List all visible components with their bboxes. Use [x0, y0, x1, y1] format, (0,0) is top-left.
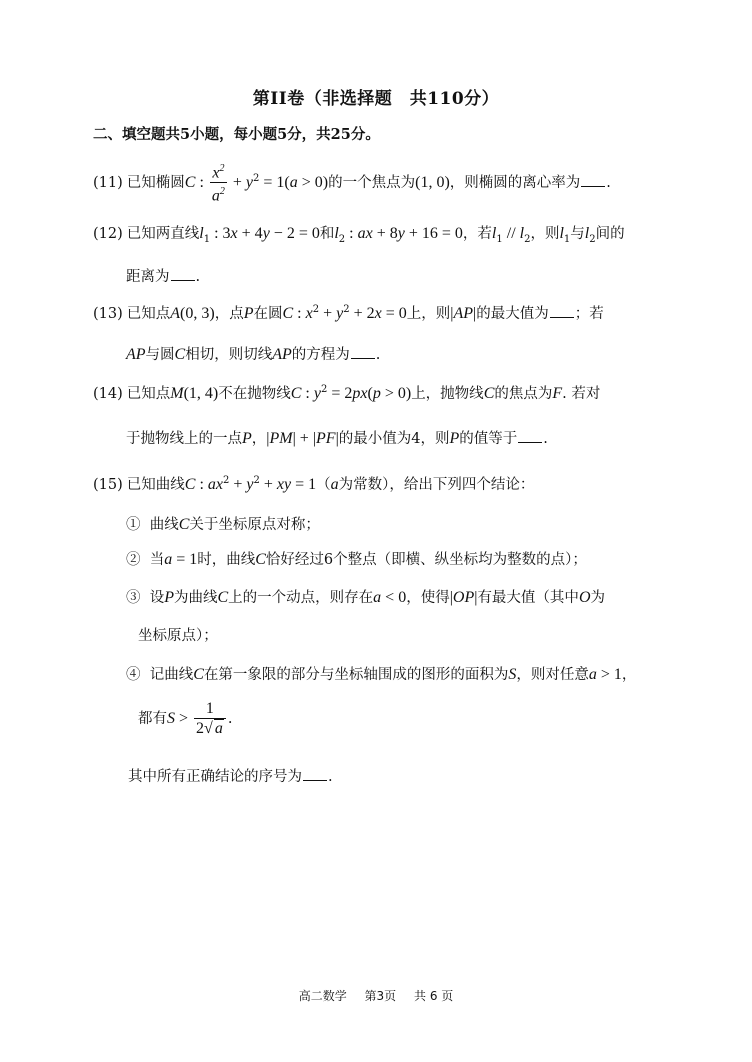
question-number: (15) — [93, 477, 123, 493]
question-text: 其中所有正确结论的序号为 — [128, 769, 302, 785]
question-text: 与圆 — [145, 347, 175, 363]
fraction: $\frac{1}{2√ a}$ — [194, 700, 226, 738]
period: . — [375, 347, 381, 363]
item-mark: ① — [126, 517, 141, 533]
question-text: ，则 — [530, 226, 560, 242]
answer-blank[interactable] — [171, 266, 195, 281]
question-number: (12) — [93, 226, 123, 242]
conclusion-3: ③ 设P为曲线C上的一个动点，则存在a < 0，使得|OP|有最大值（其中O为 — [126, 589, 605, 606]
question-text: ，则椭圆的离心率为 — [449, 174, 581, 191]
conclusion-2: ② 当a = 1时，曲线C恰好经过6个整点（即横、纵坐标均为整数的点）； — [126, 551, 587, 568]
question-11: (11) 已知椭圆C : $\frac{x^2}{a^2}$ + $y^2 = 1(a > 0)$的一个焦点为(1, 0)，则椭圆的离心率为 . — [93, 160, 611, 206]
period: . — [195, 269, 201, 285]
question-14-cont: 于抛物线上的一点P，|PM| + |PF|的最小值为4，则P的值等于 . — [126, 430, 548, 447]
answer-blank[interactable] — [581, 172, 605, 187]
period: . — [328, 769, 333, 785]
question-text: 已知曲线 — [126, 477, 185, 493]
item-text: 为曲线 — [174, 590, 218, 606]
item-mark: ④ — [126, 667, 141, 683]
item-text: 恰好经过6个整点（即横、纵坐标均为整数的点）； — [265, 552, 587, 568]
fraction: $\frac{x^2}{a^2}$ — [210, 160, 227, 206]
question-text: ；若 — [574, 306, 604, 322]
question-text: 已知点 — [126, 386, 171, 402]
question-text: 上，则 — [406, 306, 451, 322]
page-footer — [0, 987, 752, 1004]
item-text: ，则对任意 — [516, 667, 589, 683]
item-text: ，使得 — [406, 590, 450, 606]
conclusion-4-cont: 都有S > $\frac{1}{2√ a}$ . — [138, 700, 233, 737]
question-text: 的焦点为 — [494, 386, 553, 402]
question-13: (13) 已知点A(0, 3)，点P在圆C : $x^2 + y^2 + 2x = 0$上，则|AP|的最大值为 ；若 — [93, 304, 604, 322]
question-13-cont: AP与圆C相切，则切线AP的方程为 . — [126, 346, 381, 363]
question-text: 的值等于 — [459, 431, 518, 447]
question-number: (14) — [93, 386, 123, 402]
question-number: (13) — [93, 306, 123, 322]
question-text: 的最大值为 — [476, 306, 549, 322]
item-text: ， — [621, 667, 637, 683]
question-text: 间的 — [595, 226, 625, 242]
item-text: 上的一个动点，则存在 — [228, 590, 374, 606]
item-mark: ③ — [126, 590, 141, 606]
question-text: 与 — [570, 226, 585, 242]
answer-blank[interactable] — [518, 428, 542, 443]
conclusion-3-cont — [138, 624, 218, 645]
question-text: 已知两直线 — [126, 226, 200, 242]
item-text: 设 — [149, 590, 165, 606]
item-text: 关于坐标原点对称； — [189, 517, 320, 533]
question-text: 不在抛物线 — [218, 386, 291, 402]
item-text: 记曲线 — [149, 667, 194, 683]
question-text: 于抛物线上的一点 — [126, 431, 242, 447]
question-text: 相切，则切线 — [185, 347, 273, 363]
question-text: （ — [316, 477, 331, 493]
question-text: 已知点 — [126, 306, 171, 322]
period: . — [227, 711, 233, 727]
question-text: ， — [251, 431, 267, 447]
footer-total: 共 6 页 — [414, 989, 454, 1003]
question-text: 的一个焦点为 — [328, 174, 416, 191]
item-text: 都有 — [138, 711, 167, 727]
question-text: 距离为 — [126, 269, 170, 285]
footer-page: 第3页 — [364, 989, 397, 1003]
page-title: 第II卷（非选择题 共110分） — [252, 89, 500, 109]
question-12: (12) 已知两直线$l_1$ : 3x + 4y − 2 = 0和$l_2$ : ax + 8y + 16 = 0，若$l_1 // l_2$，则$l_1$与$l_2$间的 — [93, 225, 625, 245]
item-text: 时，曲线 — [197, 552, 256, 568]
footer-subject: 高二数学 — [298, 989, 347, 1003]
question-number: (11) — [93, 174, 123, 191]
conclusion-4: ④ 记曲线C在第一象限的部分与坐标轴围成的图形的面积为S，则对任意a > 1， — [126, 666, 637, 683]
item-text: 有最大值（其中 — [477, 590, 579, 606]
question-text: 已知椭圆 — [126, 174, 185, 191]
answer-blank[interactable] — [351, 344, 375, 359]
question-text: . 若对 — [562, 386, 601, 402]
item-text: 在第一象限的部分与坐标轴围成的图形的面积为 — [203, 667, 509, 683]
item-text: 曲线 — [149, 517, 179, 533]
question-text: 为常数），给出下列四个结论： — [338, 477, 535, 493]
answer-blank[interactable] — [550, 303, 574, 318]
period: . — [606, 174, 611, 191]
item-text: 当 — [149, 552, 165, 568]
item-text: 为 — [590, 590, 605, 606]
question-text: 的最小值为4，则 — [338, 431, 450, 447]
conclusion-1: ① 曲线C关于坐标原点对称； — [126, 516, 320, 533]
question-text: 在圆 — [253, 306, 283, 322]
period: . — [543, 431, 548, 447]
question-text: 的方程为 — [291, 347, 350, 363]
question-text: 和 — [319, 226, 335, 242]
question-text: ，若 — [462, 226, 492, 242]
section-heading: 二、填空题共5小题，每小题5分，共25分。 — [93, 126, 380, 143]
question-text: 上，抛物线 — [411, 386, 484, 402]
item-mark: ② — [126, 552, 141, 568]
question-12-cont — [126, 265, 200, 286]
question-14: (14) 已知点M(1, 4)不在抛物线C : $y^2 = 2px(p > 0)$上，抛物线C的焦点为F. 若对 — [93, 384, 601, 402]
question-15: (15) 已知曲线C : $ax^2 + y^2$ + xy = 1（a为常数），给出下列四个结论： — [93, 475, 535, 493]
question-text: ，点 — [214, 306, 244, 322]
answer-blank[interactable] — [303, 766, 327, 781]
question-15-final — [128, 765, 333, 786]
item-text: 坐标原点）； — [138, 628, 218, 644]
